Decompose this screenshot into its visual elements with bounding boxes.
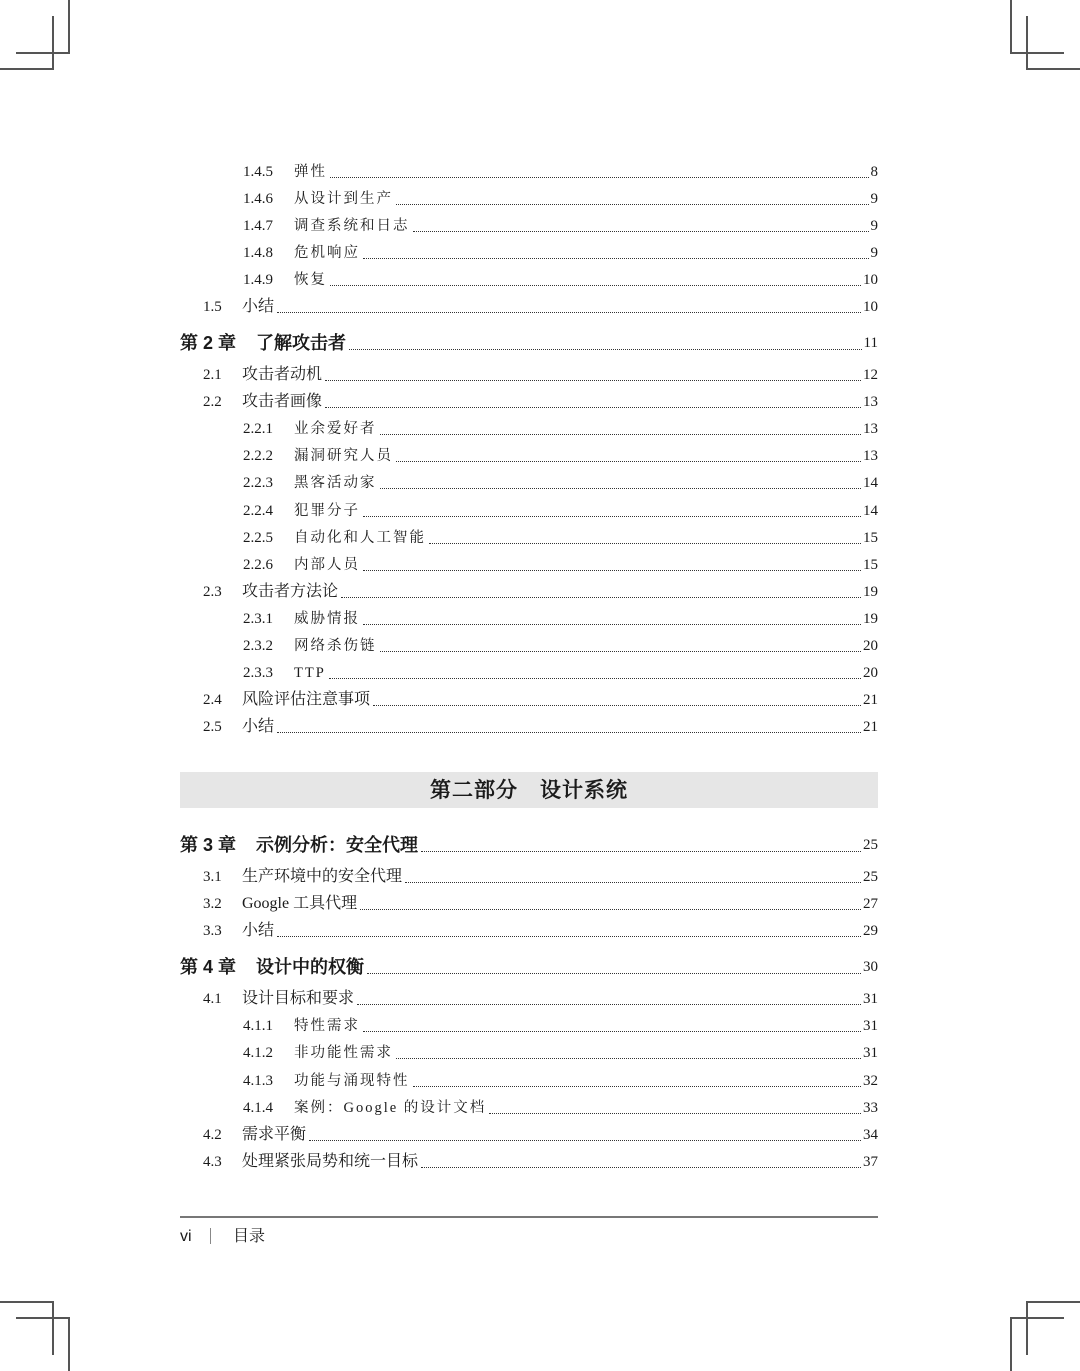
dot-leader — [341, 596, 861, 598]
dot-leader — [380, 487, 861, 489]
dot-leader — [373, 704, 861, 706]
toc-entry-number: 第 2 章 — [180, 333, 237, 353]
crop-mark — [1026, 16, 1028, 70]
toc-entry-title[interactable]: 从设计到生产 — [294, 191, 393, 207]
toc-entry-number: 2.2.5 — [243, 530, 273, 546]
toc-entry-number: 2.3.2 — [243, 638, 273, 654]
crop-mark — [68, 1317, 70, 1371]
crop-mark — [1010, 0, 1012, 54]
dot-leader — [363, 257, 869, 259]
toc-entry-title[interactable]: 威胁情报 — [294, 611, 360, 627]
toc-entry-title[interactable]: 处理紧张局势和统一目标 — [242, 1153, 419, 1170]
toc-entry-sub[interactable] — [0, 444, 1080, 468]
toc-entry-number: 4.2 — [203, 1127, 222, 1143]
toc-entry-title[interactable]: 案例：Google 的设计文档 — [294, 1100, 487, 1116]
toc-entry-page[interactable]: 34 — [863, 1127, 878, 1143]
crop-mark — [16, 52, 70, 54]
toc-entry-number: 2.3 — [203, 584, 222, 600]
toc-entry-number: 3.1 — [203, 869, 222, 885]
dot-leader — [330, 176, 869, 178]
toc-entry-sub[interactable] — [0, 268, 1080, 292]
toc-entry-number: 3.3 — [203, 923, 222, 939]
toc-entry-page[interactable]: 21 — [863, 719, 878, 735]
dot-leader — [363, 623, 861, 625]
dot-leader — [329, 677, 861, 679]
toc-entry-page[interactable]: 31 — [863, 1045, 878, 1061]
toc-entry-sub[interactable] — [0, 471, 1080, 495]
toc-entry-page[interactable]: 13 — [863, 448, 878, 464]
dot-leader — [413, 230, 869, 232]
toc-entry-number: 2.4 — [203, 692, 222, 708]
dot-leader — [325, 379, 861, 381]
toc-entry-number: 2.3.3 — [243, 665, 273, 681]
crop-mark — [52, 1301, 54, 1355]
dot-leader — [363, 1030, 861, 1032]
toc-entry-section[interactable] — [0, 363, 1080, 387]
toc-entry-section[interactable] — [0, 715, 1080, 739]
toc-entry-title[interactable]: 功能与涌现特性 — [294, 1073, 410, 1089]
footer-separator — [210, 1228, 211, 1244]
toc-entry-section[interactable] — [0, 688, 1080, 712]
dot-leader — [396, 203, 869, 205]
toc-entry-number: 1.4.9 — [243, 272, 273, 288]
toc-entry-page[interactable]: 8 — [870, 164, 878, 180]
toc-entry-number: 2.2.6 — [243, 557, 273, 573]
toc-entry-number: 1.4.7 — [243, 218, 273, 234]
toc-entry-number: 4.1.1 — [243, 1018, 273, 1034]
toc-entry-sub[interactable] — [0, 526, 1080, 550]
toc-entry-title[interactable]: 攻击者动机 — [242, 366, 323, 383]
toc-entry-chapter[interactable] — [0, 833, 1080, 857]
dot-leader — [325, 406, 861, 408]
toc-entry-number: 2.2.1 — [243, 421, 273, 437]
toc-entry-page[interactable]: 25 — [863, 869, 878, 885]
toc-entry-number: 1.4.5 — [243, 164, 273, 180]
toc-entry-page[interactable]: 37 — [863, 1154, 878, 1170]
toc-entry-number: 2.2.2 — [243, 448, 273, 464]
crop-mark — [1026, 68, 1080, 70]
toc-entry-title[interactable]: 危机响应 — [294, 245, 360, 261]
toc-entry-title[interactable]: 业余爱好者 — [294, 421, 377, 437]
crop-mark — [1010, 52, 1064, 54]
toc-entry-title[interactable]: 网络杀伤链 — [294, 638, 377, 654]
part-heading: 第二部分 设计系统 — [180, 772, 878, 808]
toc-entry-page[interactable]: 12 — [863, 367, 878, 383]
toc-entry-section[interactable] — [0, 1150, 1080, 1174]
crop-mark — [1010, 1317, 1064, 1319]
toc-entry-sub[interactable] — [0, 1041, 1080, 1065]
toc-entry-sub[interactable] — [0, 661, 1080, 685]
toc-entry-number: 4.1 — [203, 991, 222, 1007]
dot-leader — [363, 515, 861, 517]
toc-entry-number: 1.5 — [203, 299, 222, 315]
toc-entry-title[interactable]: 风险评估注意事项 — [242, 691, 371, 708]
toc-entry-title[interactable]: 弹性 — [294, 164, 327, 180]
toc-entry-title[interactable]: 自动化和人工智能 — [294, 530, 426, 546]
page-number: vi — [180, 1228, 192, 1245]
toc-entry-title[interactable]: 小结 — [242, 718, 275, 735]
dot-leader — [349, 348, 862, 350]
dot-leader — [421, 850, 861, 852]
toc-entry-page[interactable]: 21 — [863, 692, 878, 708]
toc-entry-title[interactable]: 小结 — [242, 298, 275, 315]
dot-leader — [330, 284, 861, 286]
toc-entry-page[interactable]: 9 — [870, 191, 878, 207]
toc-entry-sub[interactable] — [0, 553, 1080, 577]
toc-entry-number: 1.4.8 — [243, 245, 273, 261]
toc-entry-title[interactable]: 攻击者画像 — [242, 393, 323, 410]
toc-entry-title[interactable]: 生产环境中的安全代理 — [242, 868, 403, 885]
dot-leader — [396, 1057, 861, 1059]
toc-entry-page[interactable]: 20 — [863, 665, 878, 681]
dot-leader — [367, 972, 861, 974]
toc-entry-page[interactable]: 13 — [863, 421, 878, 437]
toc-entry-title[interactable]: 示例分析：安全代理 — [256, 835, 418, 855]
toc-entry-title[interactable]: TTP — [294, 665, 326, 681]
toc-entry-number: 2.2.3 — [243, 475, 273, 491]
toc-entry-sub[interactable] — [0, 214, 1080, 238]
crop-mark — [52, 16, 54, 70]
toc-entry-page[interactable]: 19 — [863, 584, 878, 600]
toc-entry-title[interactable]: 犯罪分子 — [294, 503, 360, 519]
toc-entry-page[interactable]: 31 — [863, 991, 878, 1007]
toc-entry-number: 3.2 — [203, 896, 222, 912]
toc-entry-section[interactable] — [0, 987, 1080, 1011]
dot-leader — [380, 650, 861, 652]
toc-entry-page[interactable]: 13 — [863, 394, 878, 410]
toc-entry-page[interactable]: 31 — [863, 1018, 878, 1034]
toc-entry-title[interactable]: 小结 — [242, 922, 275, 939]
toc-entry-page[interactable]: 14 — [863, 503, 878, 519]
toc-entry-chapter[interactable] — [0, 331, 1080, 355]
dot-leader — [489, 1112, 861, 1114]
toc-entry-page[interactable]: 9 — [870, 245, 878, 261]
toc-entry-page[interactable]: 20 — [863, 638, 878, 654]
toc-entry-sub[interactable] — [0, 1069, 1080, 1093]
toc-entry-section[interactable] — [0, 390, 1080, 414]
dot-leader — [277, 935, 861, 937]
toc-entry-number: 1.4.6 — [243, 191, 273, 207]
dot-leader — [380, 433, 861, 435]
toc-entry-page[interactable]: 11 — [863, 335, 878, 351]
toc-entry-section[interactable] — [0, 1123, 1080, 1147]
crop-mark — [1026, 1301, 1080, 1303]
dot-leader — [309, 1139, 861, 1141]
toc-entry-number: 2.5 — [203, 719, 222, 735]
dot-leader — [429, 542, 861, 544]
dot-leader — [360, 908, 861, 910]
crop-mark — [0, 1301, 54, 1303]
crop-mark — [16, 1317, 70, 1319]
toc-entry-title[interactable]: 了解攻击者 — [256, 333, 346, 353]
toc-entry-sub[interactable] — [0, 634, 1080, 658]
toc-entry-sub[interactable] — [0, 607, 1080, 631]
toc-entry-title[interactable]: 漏洞研究人员 — [294, 448, 393, 464]
toc-entry-page[interactable]: 30 — [863, 959, 878, 975]
toc-entry-page[interactable]: 15 — [863, 530, 878, 546]
toc-entry-number: 4.3 — [203, 1154, 222, 1170]
toc-entry-sub[interactable] — [0, 1096, 1080, 1120]
crop-mark — [1026, 1301, 1028, 1355]
toc-entry-number: 2.2 — [203, 394, 222, 410]
toc-entry-title[interactable]: 设计中的权衡 — [256, 957, 364, 977]
toc-entry-section[interactable] — [0, 580, 1080, 604]
toc-entry-number: 第 4 章 — [180, 957, 237, 977]
toc-entry-title[interactable]: 设计目标和要求 — [242, 990, 355, 1007]
toc-entry-title[interactable]: 调查系统和日志 — [294, 218, 410, 234]
toc-entry-page[interactable]: 29 — [863, 923, 878, 939]
dot-leader — [413, 1085, 861, 1087]
toc-entry-number: 2.1 — [203, 367, 222, 383]
toc-entry-page[interactable]: 9 — [870, 218, 878, 234]
toc-entry-title[interactable]: 恢复 — [294, 272, 327, 288]
toc-entry-section[interactable] — [0, 919, 1080, 943]
toc-entry-number: 4.1.3 — [243, 1073, 273, 1089]
dot-leader — [405, 881, 861, 883]
dot-leader — [421, 1166, 861, 1168]
footer-divider — [180, 1216, 878, 1218]
toc-entry-sub[interactable] — [0, 160, 1080, 184]
crop-mark — [0, 68, 54, 70]
toc-entry-page[interactable]: 32 — [863, 1073, 878, 1089]
toc-entry-page[interactable]: 10 — [863, 272, 878, 288]
toc-entry-title[interactable]: 内部人员 — [294, 557, 360, 573]
toc-entry-sub[interactable] — [0, 187, 1080, 211]
toc-entry-number: 2.3.1 — [243, 611, 273, 627]
toc-entry-page[interactable]: 25 — [863, 837, 878, 853]
toc-entry-title[interactable]: 特性需求 — [294, 1018, 360, 1034]
toc-entry-number: 2.2.4 — [243, 503, 273, 519]
crop-mark — [1010, 1317, 1012, 1371]
toc-entry-title[interactable]: 非功能性需求 — [294, 1045, 393, 1061]
toc-entry-number: 4.1.2 — [243, 1045, 273, 1061]
crop-mark — [68, 0, 70, 54]
toc-entry-page[interactable]: 15 — [863, 557, 878, 573]
toc-entry-sub[interactable] — [0, 241, 1080, 265]
toc-entry-chapter[interactable] — [0, 955, 1080, 979]
dot-leader — [363, 569, 861, 571]
toc-entry-title[interactable]: Google 工具代理 — [242, 895, 358, 912]
running-header-label: 目录 — [233, 1228, 266, 1245]
dot-leader — [396, 460, 861, 462]
toc-entry-page[interactable]: 27 — [863, 896, 878, 912]
toc-entry-sub[interactable] — [0, 417, 1080, 441]
toc-entry-page[interactable]: 19 — [863, 611, 878, 627]
toc-entry-title[interactable]: 攻击者方法论 — [242, 583, 339, 600]
toc-entry-sub[interactable] — [0, 1014, 1080, 1038]
toc-entry-page[interactable]: 10 — [863, 299, 878, 315]
toc-entry-title[interactable]: 黑客活动家 — [294, 475, 377, 491]
toc-entry-title[interactable]: 需求平衡 — [242, 1126, 307, 1143]
dot-leader — [277, 311, 861, 313]
toc-entry-section[interactable] — [0, 865, 1080, 889]
toc-entry-number: 4.1.4 — [243, 1100, 273, 1116]
toc-entry-sub[interactable] — [0, 499, 1080, 523]
dot-leader — [277, 731, 861, 733]
toc-entry-page[interactable]: 33 — [863, 1100, 878, 1116]
dot-leader — [357, 1003, 861, 1005]
toc-entry-section[interactable] — [0, 295, 1080, 319]
toc-entry-section[interactable] — [0, 892, 1080, 916]
toc-entry-number: 第 3 章 — [180, 835, 237, 855]
toc-entry-page[interactable]: 14 — [863, 475, 878, 491]
